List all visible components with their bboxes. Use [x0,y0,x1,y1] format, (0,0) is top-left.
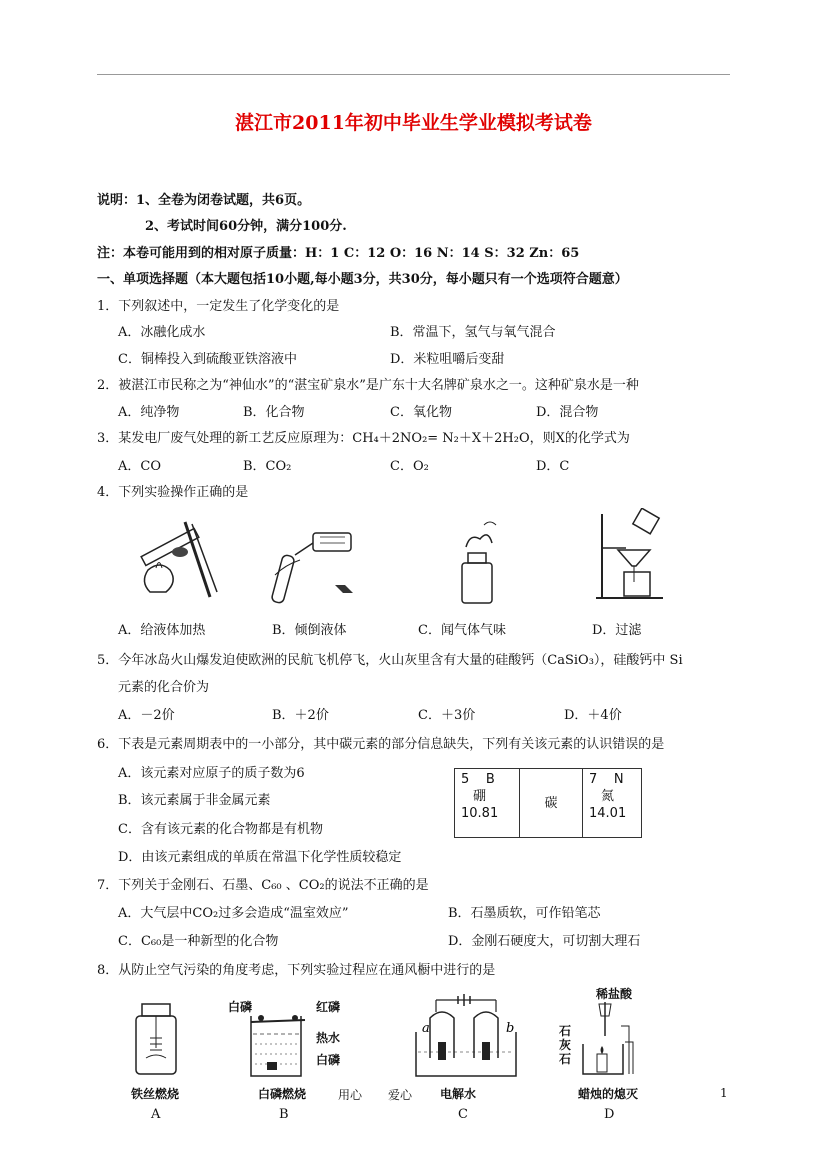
page-number: 1 [720,1086,728,1100]
figure-smelling-gas [448,515,508,607]
q6-option-a: A．该元素对应原子的质子数为6 [118,766,305,781]
q3-option-c: C．O₂ [390,459,429,474]
q1-stem: 1．下列叙述中，一定发生了化学变化的是 [97,299,340,314]
figure-heating-liquid [130,512,225,602]
element-name: 氮 [601,789,615,804]
figure-filtration [588,508,670,606]
q4-option-d: D．过滤 [592,623,642,638]
label-white-phosphorus-top: 白磷 [228,1000,253,1014]
atomic-number: 7 [589,772,598,787]
note-line-3: 注：本卷可能用到的相对原子质量：H：1 C：12 O：16 N：14 S：32 Zn：65 [97,246,580,261]
label-dilute-hcl: 稀盐酸 [596,987,633,1001]
q4-stem: 4．下列实验操作正确的是 [97,485,249,500]
figure-iron-wire-burning [128,998,184,1078]
q2-option-c: C．氧化物 [390,405,452,420]
label-white-phosphorus-bottom: 白磷 [316,1053,341,1067]
element-cell-carbon [520,769,583,838]
page-title: 湛江市2011年初中毕业生学业模拟考试卷 [235,112,592,134]
periodic-table-fragment [454,768,642,838]
figure-letter-d: D [604,1107,615,1122]
q7-option-b: B．石墨质软，可作铅笔芯 [448,906,601,921]
element-cell-nitrogen [583,769,642,838]
label-tube-a: a [422,1021,430,1036]
figure-candle-extinguishing [575,996,645,1078]
q2-stem: 2．被湛江市民称之为“神仙水”的“湛宝矿泉水”是广东十大名牌矿泉水之一。这种矿泉水是一种 [97,378,639,393]
element-cell-boron [455,769,520,838]
q1-option-a: A．冰融化成水 [118,325,206,340]
q7-option-a: A．大气层中CO₂过多会造成“温室效应” [118,906,349,921]
figure-letter-b: B [279,1107,289,1122]
q3-option-d: D．C [536,459,570,474]
label-limestone: 石灰石 [559,1024,572,1066]
atomic-mass: 14.01 [589,806,627,821]
footer-left: 用心 [338,1088,363,1102]
caption-b: 白磷燃烧 [258,1087,307,1101]
note-line-2: 2、考试时间60分钟，满分100分. [145,219,347,234]
q1-option-c: C．铜棒投入到硫酸亚铁溶液中 [118,352,297,367]
q1-option-d: D．米粒咀嚼后变甜 [390,352,505,367]
q6-option-c: C．含有该元素的化合物都是有机物 [118,822,323,837]
label-hot-water: 热水 [316,1031,341,1045]
figure-electrolysis-of-water [410,992,522,1078]
footer-mid: 爱心 [388,1088,413,1102]
caption-c: 电解水 [440,1087,477,1101]
q2-option-d: D．混合物 [536,405,599,420]
q5-stem-line-1: 5．今年冰岛火山爆发迫使欧洲的民航飞机停飞，火山灰里含有大量的硅酸钙（CaSiO₃），硅酸钙中 Si [97,653,683,668]
figure-letter-a: A [151,1107,161,1122]
figure-white-phosphorus-burning [245,1010,315,1078]
header-rule [97,74,730,75]
q5-stem-line-2: 元素的化合价为 [118,680,210,695]
element-name: 碳 [544,795,558,811]
element-name: 硼 [473,789,487,804]
caption-a: 铁丝燃烧 [131,1087,180,1101]
q5-option-a: A．－2价 [118,708,175,723]
q5-option-b: B．＋2价 [272,708,329,723]
q3-option-a: A．CO [118,459,161,474]
atomic-number: 5 [461,772,470,787]
q6-option-d: D．由该元素组成的单质在常温下化学性质较稳定 [118,850,402,865]
q4-option-a: A．给液体加热 [118,623,206,638]
q8-stem: 8．从防止空气污染的角度考虑，下列实验过程应在通风橱中进行的是 [97,963,496,978]
q5-option-c: C．＋3价 [418,708,476,723]
element-symbol: N [613,772,624,787]
q3-option-b: B．CO₂ [243,459,292,474]
q1-option-b: B．常温下，氢气与氧气混合 [390,325,556,340]
q7-stem: 7．下列关于金刚石、石墨、C₆₀ 、CO₂的说法不正确的是 [97,878,429,893]
label-tube-b: b [506,1021,515,1036]
q7-option-d: D．金刚石硬度大，可切割大理石 [448,934,641,949]
q5-option-d: D．＋4价 [564,708,622,723]
q7-option-c: C．C₆₀是一种新型的化合物 [118,934,279,949]
q4-option-c: C．闻气体气味 [418,623,506,638]
caption-d: 蜡烛的熄灭 [578,1087,639,1101]
q6-option-b: B．该元素属于非金属元素 [118,793,271,808]
q2-option-a: A．纯净物 [118,405,180,420]
atomic-mass: 10.81 [461,806,499,821]
figure-pouring-liquid [265,515,360,607]
section-heading: 一、单项选择题（本大题包括10小题,每小题3分，共30分，每小题只有一个选项符合题意） [97,272,628,287]
label-red-phosphorus: 红磷 [316,1000,341,1014]
q2-option-b: B．化合物 [243,405,305,420]
q3-stem: 3．某发电厂废气处理的新工艺反应原理为：CH₄＋2NO₂= N₂＋X＋2H₂O，则X的化学式为 [97,431,630,446]
q4-option-b: B．倾倒液体 [272,623,347,638]
element-symbol: B [485,772,495,787]
note-line-1: 说明：1、全卷为闭卷试题，共6页。 [97,193,311,208]
q6-stem: 6．下表是元素周期表中的一小部分，其中碳元素的部分信息缺失，下列有关该元素的认识错误的是 [97,737,665,752]
figure-letter-c: C [458,1107,468,1122]
